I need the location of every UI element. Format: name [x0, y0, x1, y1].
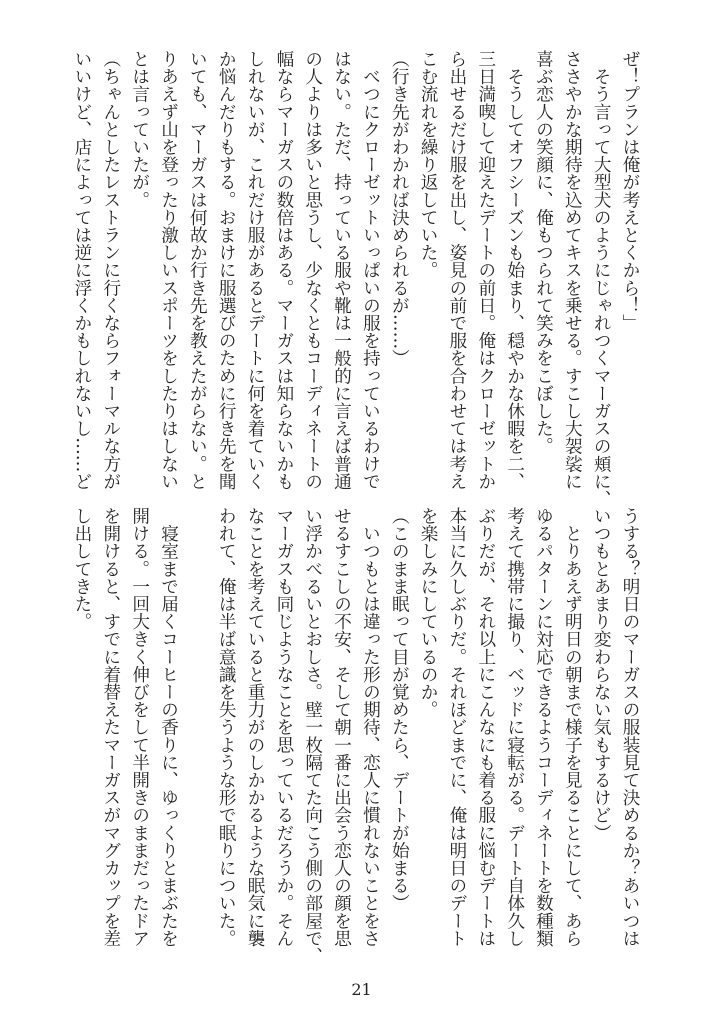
text-column: ささやかな期待を込めてキスを乗せる。すこし大袈裟に [562, 50, 583, 490]
text-column: せるすこしの不安、そして朝一番に出会う恋人の顔を思 [331, 507, 352, 947]
text-column: ゆるパターンに対応できるようコーディネートを数種類 [533, 507, 554, 947]
text-column: （このまま眠って目が覚めたら、デートが始まる） [389, 507, 410, 912]
text-column: ぜ！プランは俺が考えとくから！」 [620, 50, 640, 332]
text-column: か悩んだりもする。おまけに服選びのために行き先を聞 [216, 50, 237, 490]
text-column: ぶりだが、それ以上にこんなにも着る服に悩むデートは [475, 507, 496, 947]
text-column: し出してきた。 [71, 507, 92, 631]
text-column: うする？明日のマーガスの服装見て決めるか？あいつは [620, 507, 640, 947]
text-column: 寝室まで届くコーヒーの香りに、ゆっくりとまぶたを [158, 507, 179, 947]
top-text-block [67, 50, 644, 508]
text-column: われて、俺は半ば意識を失うような形で眠りについた。 [216, 507, 237, 947]
text-column: いつもとあまり変わらない気もするけど） [591, 507, 612, 842]
text-column: 開ける。一回大きく伸びをして半開きのままだったドア [129, 507, 150, 947]
bottom-text-block [67, 507, 644, 965]
text-column: を開けると、すでに着替えたマーガスがマグカップを差 [100, 507, 121, 947]
text-column: こむ流れを繰り返していた。 [418, 50, 439, 279]
text-column: 本当に久しぶりだ。それほどまでに、俺は明日のデート [446, 507, 467, 947]
text-column: いても、マーガスは何故か行き先を教えたがらない。と [187, 50, 208, 490]
text-column: （ちゃんとしたレストランに行くならフォーマルな方が [100, 50, 121, 490]
text-column: い浮かべるいとおしさ。壁一枚隔てた向こう側の部屋で、 [302, 507, 323, 965]
text-column: そうしてオフシーズンも始まり、穏やかな休暇を二、 [504, 50, 525, 490]
text-column: はない。ただ、持っている服や靴は一般的に言えば普通 [331, 50, 352, 490]
text-column: 三日満喫して迎えたデートの前日。俺はクローゼットか [475, 50, 496, 490]
text-column: しれないが、これだけ服があるとデートに何を着ていく [245, 50, 266, 490]
text-column: とは言っていたが。 [129, 50, 150, 209]
text-column: を楽しみにしているのか。 [418, 507, 439, 719]
text-column: りあえず山を登ったり激しいスポーツをしたりはしない [158, 50, 179, 490]
text-column: なことを考えていると重力がのしかかるような眠気に襲 [245, 507, 266, 947]
text-column: いいけど、店によっては逆に浮くかもしれないし……ど [71, 50, 92, 490]
text-column: マーガスも同じようなことを思っているだろうか。そん [273, 507, 294, 947]
text-column: （行き先がわかれば決められるが……） [389, 50, 410, 367]
text-column: いつもとは違った形の期待、恋人に慣れないことをさ [360, 507, 381, 947]
text-column: の人よりは多いと思うし、少なくともコーディネートの [302, 50, 323, 490]
page-number: 21 [351, 980, 372, 999]
text-column: 考えて携帯に撮り、ベッドに寝転がる。デート自体久し [504, 507, 525, 947]
text-column: とりあえず明日の朝まで様子を見ることにして、あら [562, 507, 583, 947]
text-column: ら出せるだけ服を出し、姿見の前で服を合わせては考え [446, 50, 467, 490]
text-column: そう言って大型犬のようにじゃれつくマーガスの頬に、 [591, 50, 612, 508]
text-column: 幅ならマーガスの数倍はある。マーガスは知らないかも [273, 50, 294, 490]
text-column: 喜ぶ恋人の笑顔に、俺もつられて笑みをこぼした。 [533, 50, 554, 455]
blank-column [183, 507, 212, 959]
text-column: べつにクローゼットいっぱいの服を持っているわけで [360, 50, 381, 490]
